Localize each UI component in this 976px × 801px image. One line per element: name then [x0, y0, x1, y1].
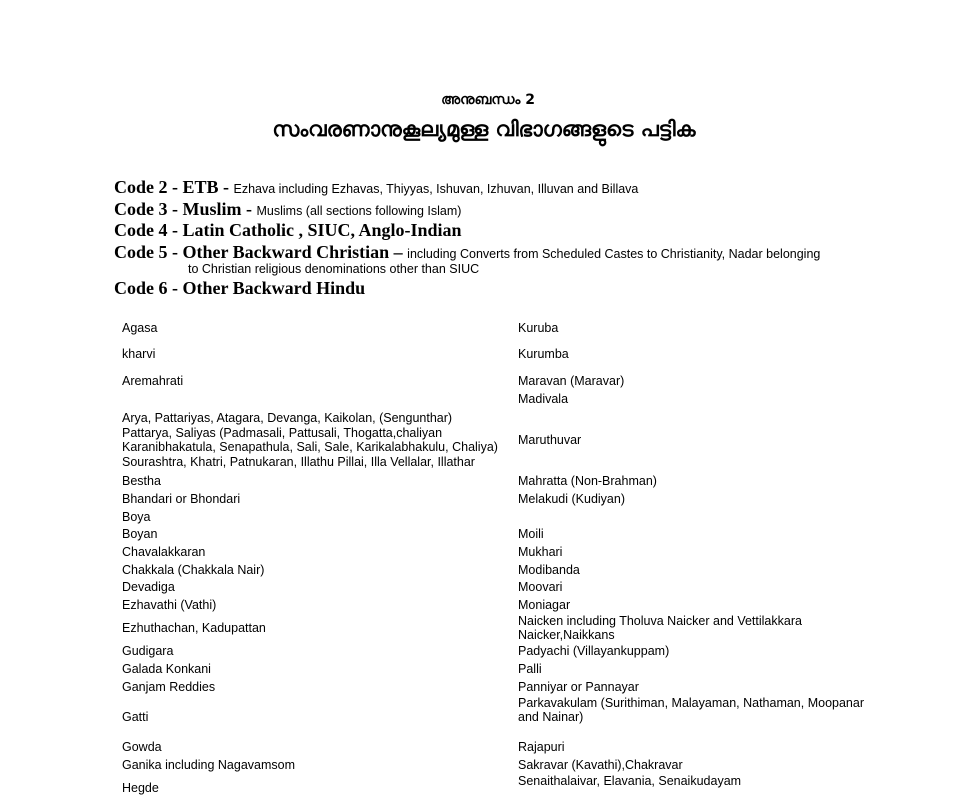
code-4-line — [114, 220, 462, 242]
community-right-12: Naicken including Tholuva Naicker and Vettilakkara — [518, 614, 802, 628]
code-5-desc: including Converts from Scheduled Castes to Christianity, Nadar belonging — [407, 247, 821, 261]
community-right-21: Senaithalaivar, Elavania, Senaikudayam — [518, 774, 742, 788]
code-2-label: Code 2 - ETB - — [114, 177, 234, 197]
community-left-8: Bhandari or Bhondari — [122, 492, 241, 506]
community-left-20: Gowda — [122, 740, 162, 754]
community-left-13: Devadiga — [122, 580, 175, 594]
community-right-7: Moili — [518, 527, 544, 541]
code-5-continuation: to Christian religious denominations other than SIUC — [188, 262, 480, 276]
community-right-17: Parkavakulam (Surithiman, Malayaman, Nathaman, Moopanar — [518, 696, 864, 710]
community-left-1: kharvi — [122, 347, 156, 361]
code-3-label: Code 3 - Muslim - — [114, 199, 257, 219]
community-left-3: Arya, Pattariyas, Atagara, Devanga, Kaikolan, (Sengunthar) — [122, 411, 453, 425]
code-2-desc: Ezhava including Ezhavas, Thiyyas, Ishuvan, Izhuvan, Illuvan and Billava — [233, 182, 639, 196]
community-right-3: Madivala — [518, 392, 569, 406]
community-right-13: Naicker,Naikkans — [518, 628, 615, 642]
code-6-line — [114, 278, 365, 300]
code-3-line — [114, 199, 461, 221]
community-left-15: Ezhuthachan, Kadupattan — [122, 621, 266, 635]
code-3-desc: Muslims (all sections following Islam) — [256, 204, 462, 218]
community-right-4: Maruthuvar — [518, 433, 582, 447]
community-right-5: Mahratta (Non-Brahman) — [518, 474, 657, 488]
community-left-14: Ezhavathi (Vathi) — [122, 598, 217, 612]
code-5-label: Code 5 - Other Backward Christian – — [114, 242, 408, 262]
community-right-18: and Nainar) — [518, 710, 584, 724]
community-left-12: Chakkala (Chakkala Nair) — [122, 563, 265, 577]
community-right-16: Panniyar or Pannayar — [518, 680, 639, 694]
community-left-2: Aremahrati — [122, 374, 184, 388]
community-left-5: Karanibhakatula, Senapathula, Sali, Sale, Karikalabhakulu, Chaliya) — [122, 440, 498, 454]
community-right-10: Moovari — [518, 580, 563, 594]
community-left-21: Ganika including Nagavamsom — [122, 758, 296, 772]
community-right-20: Sakravar (Kavathi),Chakravar — [518, 758, 683, 772]
community-left-0: Agasa — [122, 321, 158, 335]
community-left-6: Sourashtra, Khatri, Patnukaran, Illathu Pillai, Illa Vellalar, Illathar — [122, 455, 475, 469]
code-2-line — [114, 177, 638, 199]
page-title: സംവരണാനുകൂല്യമുള്ള വിഭാഗങ്ങളുടെ പട്ടിക — [272, 117, 696, 141]
code-5-line — [114, 242, 820, 264]
community-left-22: Hegde — [122, 781, 159, 795]
community-right-0: Kuruba — [518, 321, 559, 335]
community-right-11: Moniagar — [518, 598, 571, 612]
community-left-10: Boyan — [122, 527, 158, 541]
community-left-18: Ganjam Reddies — [122, 680, 216, 694]
community-right-8: Mukhari — [518, 545, 563, 559]
community-right-9: Modibanda — [518, 563, 580, 577]
code-4-label: Code 4 - Latin Catholic , SIUC, Anglo-Indian — [114, 220, 462, 240]
code-6-label: Code 6 - Other Backward Hindu — [114, 278, 366, 298]
community-right-1: Kurumba — [518, 347, 569, 361]
community-left-16: Gudigara — [122, 644, 174, 658]
community-left-19: Gatti — [122, 710, 149, 724]
community-right-6: Melakudi (Kudiyan) — [518, 492, 625, 506]
community-left-4: Pattarya, Saliyas (Padmasali, Pattusali, Thogatta,chaliyan — [122, 426, 443, 440]
community-right-2: Maravan (Maravar) — [518, 374, 625, 388]
community-left-9: Boya — [122, 510, 151, 524]
community-left-11: Chavalakkaran — [122, 545, 206, 559]
community-left-17: Galada Konkani — [122, 662, 211, 676]
community-right-19: Rajapuri — [518, 740, 565, 754]
community-right-15: Palli — [518, 662, 542, 676]
annex-heading: അനുബന്ധം 2 — [441, 92, 535, 108]
community-right-14: Padyachi (Villayankuppam) — [518, 644, 670, 658]
community-left-7: Bestha — [122, 474, 161, 488]
